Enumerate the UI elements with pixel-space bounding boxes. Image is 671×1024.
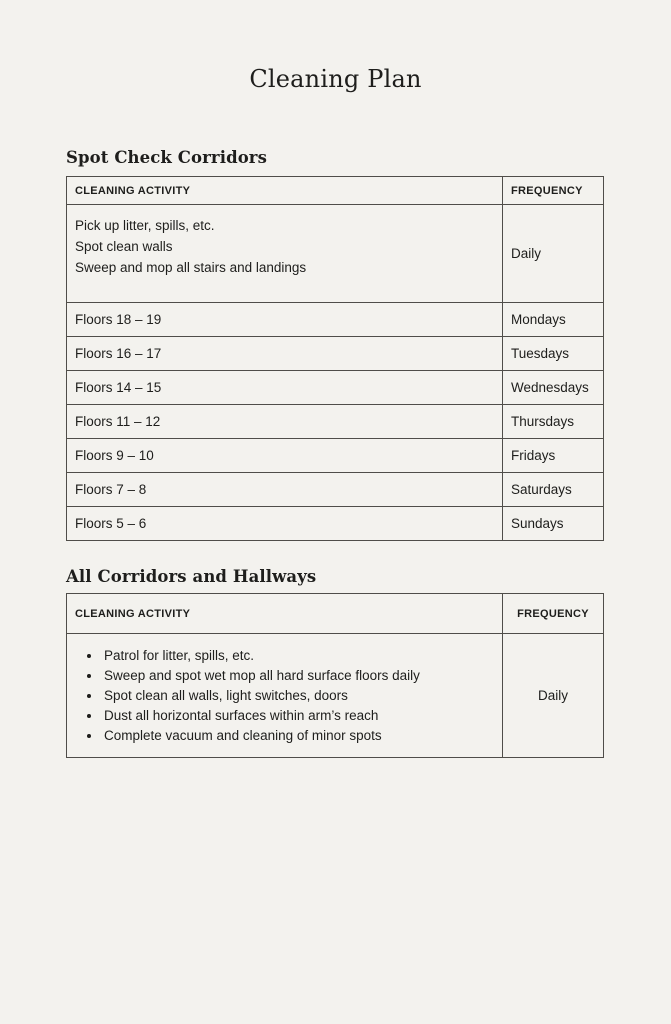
activity-bullet: • Complete vacuum and cleaning of minor spots bbox=[102, 726, 494, 746]
table-header-row bbox=[67, 594, 604, 634]
activity-line: Pick up litter, spills, etc. bbox=[75, 218, 215, 233]
frequency-cell: Wednesdays bbox=[503, 371, 604, 405]
frequency-cell: Fridays bbox=[503, 439, 604, 473]
activity-cell: Floors 18 – 19 bbox=[67, 303, 503, 337]
activity-cell: Floors 9 – 10 bbox=[67, 439, 503, 473]
frequency-cell: Saturdays bbox=[503, 473, 604, 507]
activity-bullet: • Spot clean all walls, light switches, doors bbox=[102, 686, 494, 706]
table-row bbox=[67, 337, 604, 371]
activity-cell: Floors 14 – 15 bbox=[67, 371, 503, 405]
column-header-frequency: FREQUENCY bbox=[503, 594, 604, 634]
page-title: Cleaning Plan bbox=[249, 65, 422, 93]
frequency-cell: Thursdays bbox=[503, 405, 604, 439]
activity-line: Spot clean walls bbox=[75, 239, 173, 254]
table-row bbox=[67, 634, 604, 758]
activity-bullet: • Sweep and spot wet mop all hard surface floors daily bbox=[102, 666, 494, 686]
spot-check-corridors-table bbox=[66, 176, 604, 541]
table-row bbox=[67, 439, 604, 473]
activity-bullet-list bbox=[75, 646, 494, 746]
section-spot-check-corridors bbox=[0, 148, 671, 541]
table-row bbox=[67, 405, 604, 439]
section-heading-all-corridors-and-hallways: All Corridors and Hallways bbox=[66, 567, 317, 586]
table-row bbox=[67, 507, 604, 541]
activity-cell: Floors 16 – 17 bbox=[67, 337, 503, 371]
table-row bbox=[67, 205, 604, 303]
frequency-cell: Daily bbox=[503, 634, 604, 758]
activity-cell bbox=[67, 634, 503, 758]
column-header-cleaning-activity: CLEANING ACTIVITY bbox=[67, 594, 503, 634]
frequency-cell: Daily bbox=[503, 205, 604, 303]
table-row bbox=[67, 371, 604, 405]
frequency-cell: Tuesdays bbox=[503, 337, 604, 371]
section-heading-spot-check-corridors: Spot Check Corridors bbox=[66, 148, 267, 167]
column-header-cleaning-activity: CLEANING ACTIVITY bbox=[67, 177, 503, 205]
table-row bbox=[67, 473, 604, 507]
activity-bullet: • Dust all horizontal surfaces within arm’s reach bbox=[102, 706, 494, 726]
activity-cell: Floors 5 – 6 bbox=[67, 507, 503, 541]
activity-line: Sweep and mop all stairs and landings bbox=[75, 260, 307, 275]
section-all-corridors-and-hallways bbox=[0, 567, 671, 758]
all-corridors-table bbox=[66, 593, 604, 758]
activity-bullet: • Patrol for litter, spills, etc. bbox=[102, 646, 494, 666]
frequency-cell: Sundays bbox=[503, 507, 604, 541]
table-row bbox=[67, 303, 604, 337]
frequency-cell: Mondays bbox=[503, 303, 604, 337]
activity-cell: Floors 7 – 8 bbox=[67, 473, 503, 507]
activity-cell: Floors 11 – 12 bbox=[67, 405, 503, 439]
table-header-row bbox=[67, 177, 604, 205]
activity-cell bbox=[67, 205, 503, 303]
column-header-frequency: FREQUENCY bbox=[503, 177, 604, 205]
